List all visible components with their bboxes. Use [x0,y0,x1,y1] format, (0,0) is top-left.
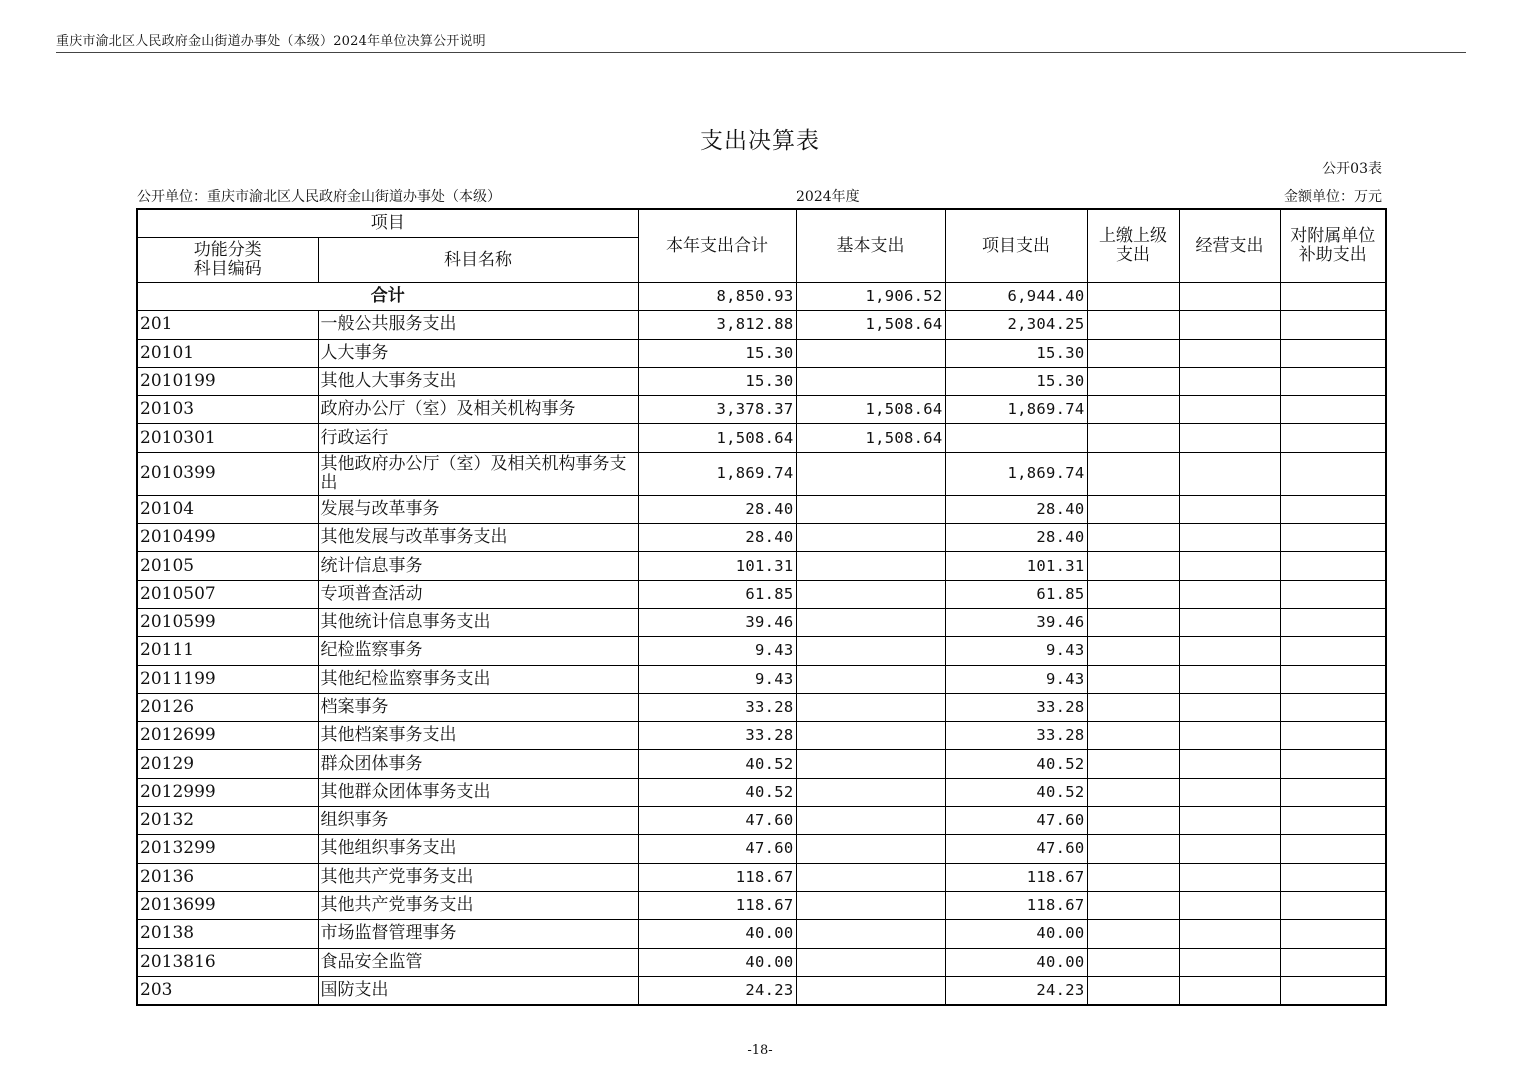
amount-project: 39.46 [945,608,1087,636]
amount-upper [1087,863,1179,891]
amount-business [1179,580,1280,608]
amount-upper [1087,524,1179,552]
table-row [137,524,1386,552]
amount-unit: 金额单位：万元 [1284,189,1382,205]
account-code: 2013299 [137,835,318,863]
fiscal-year: 2024年度 [796,189,860,205]
amount-total: 118.67 [638,891,796,919]
amount-basic [796,920,945,948]
amount-total: 15.30 [638,367,796,395]
amount-project: 2,304.25 [945,311,1087,339]
account-name: 其他共产党事务支出 [318,891,638,919]
amount-subsidy [1280,863,1386,891]
account-name: 一般公共服务支出 [318,311,638,339]
amount-subsidy [1280,339,1386,367]
table-row [137,367,1386,395]
amount-project: 101.31 [945,552,1087,580]
amount-project: 1,869.74 [945,396,1087,424]
account-name: 其他档案事务支出 [318,722,638,750]
table-row [137,452,1386,495]
amount-basic [796,807,945,835]
table-row [137,424,1386,452]
account-code: 203 [137,976,318,1005]
table-row [137,835,1386,863]
amount-upper [1087,835,1179,863]
header-subsidy: 对附属单位 补助支出 [1280,209,1386,283]
account-code: 20136 [137,863,318,891]
account-code: 20101 [137,339,318,367]
account-code: 20111 [137,637,318,665]
amount-project: 1,869.74 [945,452,1087,495]
account-code: 2010301 [137,424,318,452]
amount-subsidy [1280,891,1386,919]
amount-basic [796,665,945,693]
amount-business [1179,452,1280,495]
amount-basic: 1,508.64 [796,424,945,452]
amount-basic [796,948,945,976]
total-row [137,283,1386,311]
account-code: 20129 [137,750,318,778]
table-row [137,339,1386,367]
account-name: 统计信息事务 [318,552,638,580]
amount-business [1179,835,1280,863]
amount-business [1179,976,1280,1005]
reporting-unit: 公开单位：重庆市渝北区人民政府金山街道办事处（本级） [137,189,501,205]
amount-basic [796,580,945,608]
account-name: 其他组织事务支出 [318,835,638,863]
amount-business [1179,524,1280,552]
amount-project: 15.30 [945,339,1087,367]
amount-business [1179,920,1280,948]
amount-total: 3,812.88 [638,311,796,339]
account-name: 群众团体事务 [318,750,638,778]
amount-subsidy [1280,396,1386,424]
amount-upper [1087,311,1179,339]
amount-basic [796,863,945,891]
amount-subsidy [1280,495,1386,523]
account-name: 其他发展与改革事务支出 [318,524,638,552]
table-row [137,396,1386,424]
table-row [137,637,1386,665]
amount-total: 1,508.64 [638,424,796,452]
amount-subsidy [1280,665,1386,693]
amount-basic: 1,508.64 [796,311,945,339]
account-code: 2010599 [137,608,318,636]
account-name: 其他纪检监察事务支出 [318,665,638,693]
amount-upper [1087,891,1179,919]
amount-basic [796,524,945,552]
amount-upper [1087,339,1179,367]
amount-upper [1087,920,1179,948]
header-name: 科目名称 [318,238,638,283]
amount-total: 1,869.74 [638,452,796,495]
amount-upper [1087,948,1179,976]
amount-total: 3,378.37 [638,396,796,424]
amount-business [1179,863,1280,891]
amount-project: 47.60 [945,835,1087,863]
amount-upper [1087,750,1179,778]
amount-basic [796,693,945,721]
total-business [1179,283,1280,311]
amount-subsidy [1280,424,1386,452]
amount-basic [796,637,945,665]
page-number: -18- [747,1043,773,1058]
account-name: 发展与改革事务 [318,495,638,523]
amount-upper [1087,452,1179,495]
header-basic: 基本支出 [796,209,945,283]
amount-total: 9.43 [638,637,796,665]
amount-business [1179,891,1280,919]
header-total: 本年支出合计 [638,209,796,283]
account-name: 食品安全监管 [318,948,638,976]
amount-total: 101.31 [638,552,796,580]
table-row [137,495,1386,523]
table-row [137,920,1386,948]
amount-business [1179,750,1280,778]
account-code: 20138 [137,920,318,948]
amount-upper [1087,396,1179,424]
amount-project: 9.43 [945,665,1087,693]
account-code: 2012699 [137,722,318,750]
amount-subsidy [1280,778,1386,806]
amount-project: 9.43 [945,637,1087,665]
amount-upper [1087,722,1179,750]
account-name: 其他政府办公厅（室）及相关机构事务支出 [318,452,638,495]
amount-basic [796,495,945,523]
account-name: 行政运行 [318,424,638,452]
amount-subsidy [1280,835,1386,863]
amount-business [1179,495,1280,523]
header-upper: 上缴上级 支出 [1087,209,1179,283]
header-divider [56,52,1466,53]
table-row [137,580,1386,608]
amount-subsidy [1280,552,1386,580]
amount-upper [1087,807,1179,835]
account-name: 其他群众团体事务支出 [318,778,638,806]
account-name: 其他共产党事务支出 [318,863,638,891]
amount-basic [796,750,945,778]
header-business: 经营支出 [1179,209,1280,283]
total-label: 合计 [137,283,638,311]
amount-upper [1087,495,1179,523]
amount-total: 39.46 [638,608,796,636]
amount-upper [1087,580,1179,608]
amount-basic [796,552,945,580]
amount-total: 40.00 [638,948,796,976]
amount-upper [1087,976,1179,1005]
amount-project: 61.85 [945,580,1087,608]
table-row [137,693,1386,721]
amount-total: 9.43 [638,665,796,693]
amount-subsidy [1280,948,1386,976]
account-name: 档案事务 [318,693,638,721]
amount-project: 118.67 [945,863,1087,891]
amount-project: 40.00 [945,948,1087,976]
amount-business [1179,693,1280,721]
amount-business [1179,424,1280,452]
amount-project: 40.52 [945,778,1087,806]
amount-total: 40.52 [638,750,796,778]
account-code: 2010507 [137,580,318,608]
amount-business [1179,396,1280,424]
amount-subsidy [1280,524,1386,552]
amount-upper [1087,367,1179,395]
account-code: 2013816 [137,948,318,976]
amount-project: 28.40 [945,524,1087,552]
amount-business [1179,722,1280,750]
amount-business [1179,807,1280,835]
amount-total: 33.28 [638,722,796,750]
account-code: 20103 [137,396,318,424]
amount-subsidy [1280,693,1386,721]
amount-subsidy [1280,722,1386,750]
table-row [137,948,1386,976]
account-code: 2010199 [137,367,318,395]
table-row [137,750,1386,778]
account-name: 国防支出 [318,976,638,1005]
account-code: 20126 [137,693,318,721]
amount-total: 40.00 [638,920,796,948]
amount-upper [1087,424,1179,452]
account-code: 201 [137,311,318,339]
table-row [137,722,1386,750]
amount-business [1179,339,1280,367]
account-name: 组织事务 [318,807,638,835]
amount-project: 118.67 [945,891,1087,919]
amount-subsidy [1280,367,1386,395]
amount-project: 47.60 [945,807,1087,835]
form-number: 公开03表 [1322,161,1382,177]
header-code: 功能分类 科目编码 [137,238,318,283]
amount-basic [796,367,945,395]
expenditure-table [136,208,1387,1006]
amount-basic [796,608,945,636]
amount-subsidy [1280,920,1386,948]
amount-total: 118.67 [638,863,796,891]
table-row [137,608,1386,636]
account-code: 20132 [137,807,318,835]
amount-total: 24.23 [638,976,796,1005]
amount-business [1179,948,1280,976]
amount-upper [1087,693,1179,721]
amount-subsidy [1280,807,1386,835]
total-subsidy [1280,283,1386,311]
account-code: 2010399 [137,452,318,495]
account-name: 人大事务 [318,339,638,367]
amount-business [1179,367,1280,395]
header-item: 项目 [137,209,638,238]
amount-business [1179,778,1280,806]
amount-total: 15.30 [638,339,796,367]
amount-upper [1087,552,1179,580]
amount-basic [796,778,945,806]
table-row [137,891,1386,919]
amount-basic [796,976,945,1005]
amount-business [1179,665,1280,693]
amount-basic [796,835,945,863]
amount-project: 33.28 [945,722,1087,750]
total-project: 6,944.40 [945,283,1087,311]
account-name: 市场监督管理事务 [318,920,638,948]
total-amount: 8,850.93 [638,283,796,311]
amount-subsidy [1280,452,1386,495]
amount-project: 28.40 [945,495,1087,523]
total-upper [1087,283,1179,311]
amount-project: 24.23 [945,976,1087,1005]
amount-project: 40.00 [945,920,1087,948]
amount-business [1179,608,1280,636]
account-code: 2012999 [137,778,318,806]
table-row [137,807,1386,835]
amount-upper [1087,778,1179,806]
amount-total: 61.85 [638,580,796,608]
amount-subsidy [1280,311,1386,339]
account-name: 其他人大事务支出 [318,367,638,395]
table-row [137,311,1386,339]
account-code: 2013699 [137,891,318,919]
account-code: 2010499 [137,524,318,552]
table-row [137,552,1386,580]
amount-upper [1087,608,1179,636]
account-name: 纪检监察事务 [318,637,638,665]
amount-basic [796,452,945,495]
account-name: 专项普查活动 [318,580,638,608]
amount-project: 15.30 [945,367,1087,395]
amount-total: 47.60 [638,807,796,835]
amount-project: 33.28 [945,693,1087,721]
amount-project [945,424,1087,452]
amount-total: 40.52 [638,778,796,806]
table-row [137,665,1386,693]
amount-basic: 1,508.64 [796,396,945,424]
header-project: 项目支出 [945,209,1087,283]
amount-subsidy [1280,637,1386,665]
total-basic: 1,906.52 [796,283,945,311]
amount-subsidy [1280,750,1386,778]
amount-basic [796,722,945,750]
account-code: 20104 [137,495,318,523]
amount-project: 40.52 [945,750,1087,778]
document-title: 支出决算表 [700,128,820,154]
amount-total: 47.60 [638,835,796,863]
amount-business [1179,552,1280,580]
amount-subsidy [1280,976,1386,1005]
amount-basic [796,891,945,919]
amount-total: 33.28 [638,693,796,721]
amount-business [1179,311,1280,339]
amount-basic [796,339,945,367]
table-row [137,976,1386,1005]
amount-upper [1087,637,1179,665]
account-code: 20105 [137,552,318,580]
account-name: 政府办公厅（室）及相关机构事务 [318,396,638,424]
table-row [137,863,1386,891]
amount-total: 28.40 [638,495,796,523]
account-code: 2011199 [137,665,318,693]
amount-subsidy [1280,608,1386,636]
amount-business [1179,637,1280,665]
amount-subsidy [1280,580,1386,608]
running-header-title: 重庆市渝北区人民政府金山街道办事处（本级）2024年单位决算公开说明 [56,34,486,49]
account-name: 其他统计信息事务支出 [318,608,638,636]
amount-upper [1087,665,1179,693]
table-row [137,778,1386,806]
amount-total: 28.40 [638,524,796,552]
